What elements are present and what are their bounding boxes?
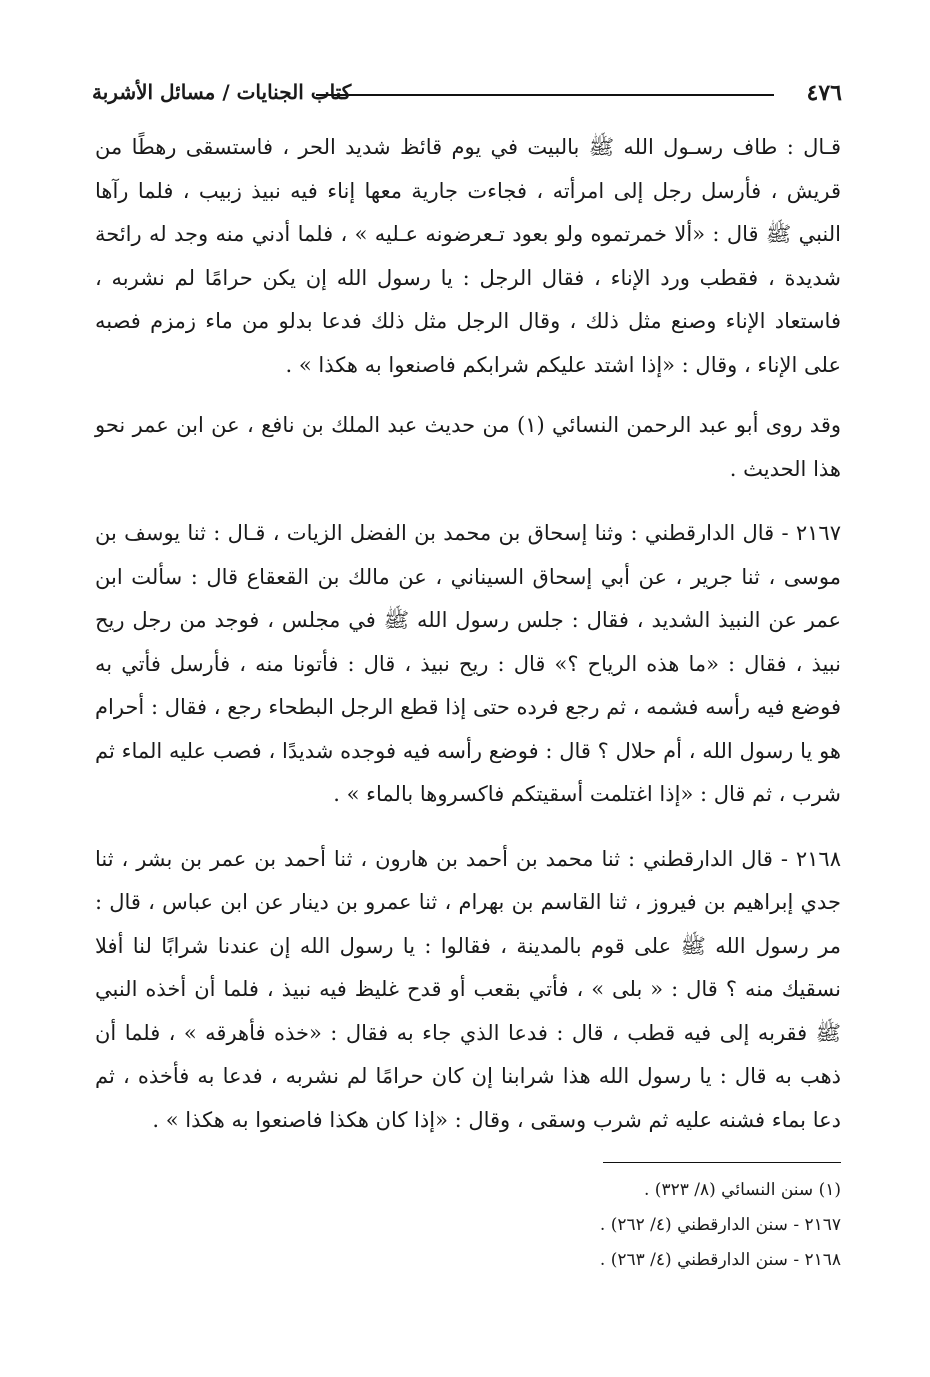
paragraph-hadith-2168: ٢١٦٨ - قال الدارقطني : ثنا محمد بن أحمد بن هارون ، ثنا أحمد بن عمر بن بشر ، ثنا جدي إبراهيم بن فيروز ، ثنا القاسم بن بهرام ، ثنا عمرو بن دينار عن ابن عباس ، قال : مر رسول الله ﷺ على قوم بالمدينة ، فقالوا : يا رسول الله إن عندنا شرابًا لنا أفلا نسقيك منه ؟ قال : « بلى » ، فأتي بقعب أو قدح غليظ فيه نبيذ ، فلما أن أخذه النبي ﷺ فقربه إلى فيه قطب ، قال : فدعا الذي جاء به فقال : «خذه فأهرقه » ، فلما أن ذهب به قال : يا رسول الله هذا شرابنا إن كان حرامًا لم نشربه ، فدعا به فأخذه ، ثم دعا بماء فشنه عليه ثم شرب وسقى ، وقال : «إذا كان هكذا فاصنعوا به هكذا » .: [95, 846, 841, 1132]
main-text: [95, 126, 841, 1142]
header-rule: [316, 94, 774, 96]
page-number: ٤٧٦: [806, 80, 842, 106]
footnote-1: (١) سنن النسائي (٨/ ٣٢٣) .: [644, 1180, 841, 1200]
footnote-rule: [603, 1162, 841, 1163]
footnotes: [95, 1162, 841, 1278]
running-title: كتاب الجنايات / مسائل الأشربة: [92, 80, 352, 104]
page-header: [92, 78, 842, 118]
footnote-2167: ٢١٦٧ - سنن الدارقطني (٤/ ٢٦٢) .: [599, 1215, 841, 1235]
paragraph-hadith-2167: ٢١٦٧ - قال الدارقطني : وثنا إسحاق بن محمد بن الفضل الزيات ، قـال : ثنا يوسف بن موسى ، ثنا جرير ، عن أبي إسحاق السيناني ، عن مالك بن القعقاع قال : سألت ابن عمر عن النبيذ الشديد ، فقال : جلس رسول الله ﷺ في مجلس ، فوجد من رجل ريح نبيذ ، فقال : «ما هذه الرياح ؟» قال : ريح نبيذ ، قال : فأتونا منه ، فأرسل فأتي به فوضع فيه رأسه فشمه ، ثم رجع فرده حتى إذا قطع الرجل البطحاء رجع ، فقال : أحرام هو يا رسول الله ، أم حلال ؟ قال : فوضع رأسه فيه فوجده شديدًا ، فصب عليه الماء ثم شرب ، ثم قال : «إذا اغتلمت أسقيتكم فاكسروها بالماء » .: [95, 521, 841, 806]
paragraph-nasai-note: وقد روى أبو عبد الرحمن النسائي (١) من حديث عبد الملك بن نافع ، عن ابن عمر نحو هذا الحديث .: [95, 413, 841, 481]
footnote-2168: ٢١٦٨ - سنن الدارقطني (٤/ ٢٦٣) .: [599, 1250, 841, 1270]
paragraph-narration: قـال : طاف رسـول الله ﷺ بالبيت في يوم قائظ شديد الحر ، فاستسقى رهطًا من قريش ، فأرسل رجل إلى امرأته ، فجاءت جارية معها إناء فيه نبيذ زبيب ، فلما رآها النبي ﷺ قال : «ألا خمرتموه ولو بعود تـعرضونه عـليه » ، فلما أدني منه وجد له رائحة شديدة ، فقطب ورد الإناء ، فقال الرجل : يا رسول الله إن يكن حرامًا لم نشربه ، فاستعاد الإناء وصنع مثل ذلك ، وقال الرجل مثل ذلك فدعا بدلو من ماء زمزم فصبه على الإناء ، وقال : «إذا اشتد عليكم شرابكم فاصنعوا به هكذا » .: [95, 135, 841, 377]
